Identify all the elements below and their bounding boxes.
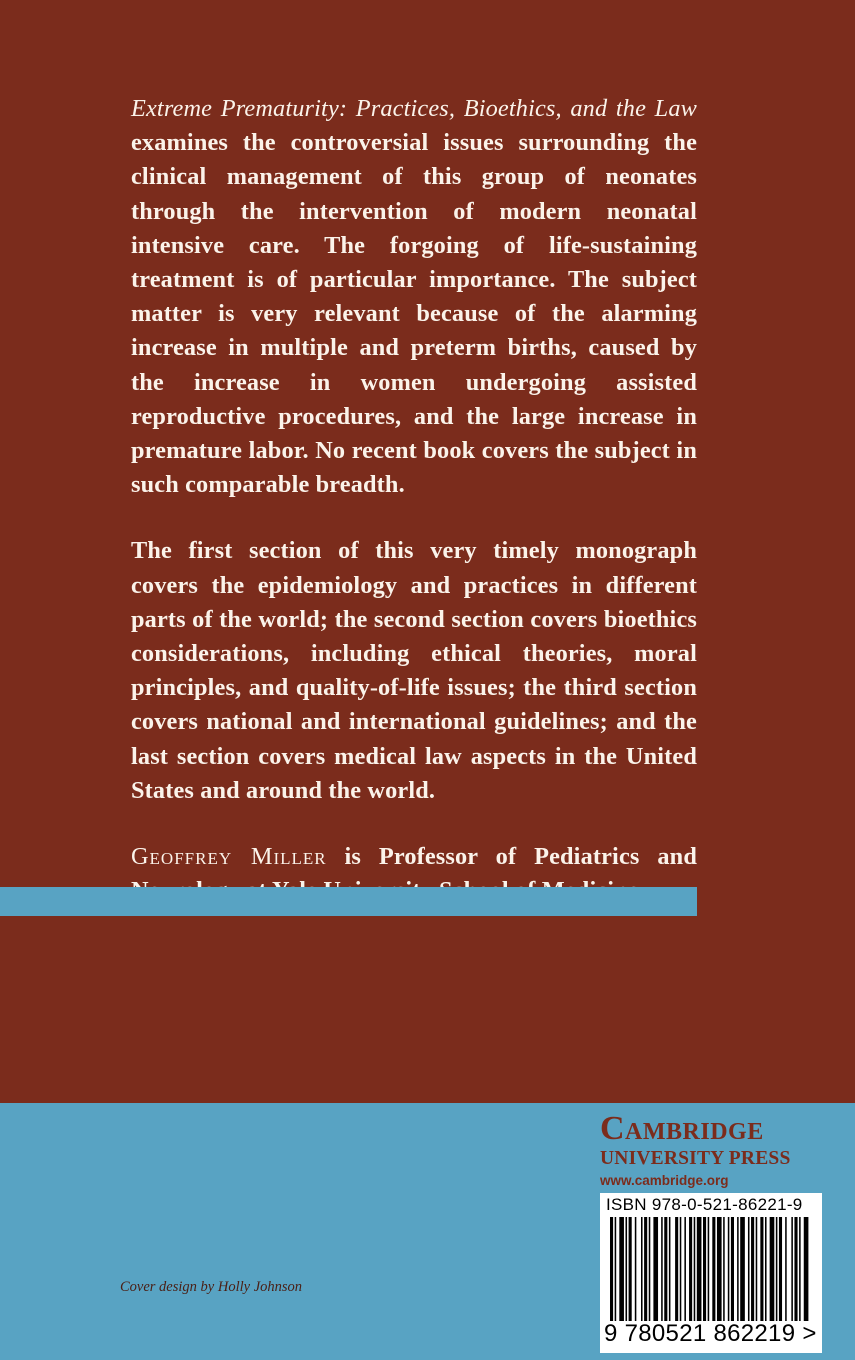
barcode-bar — [664, 1217, 667, 1321]
barcode-bar — [680, 1217, 682, 1321]
barcode-bar — [669, 1217, 671, 1321]
barcode-bar — [791, 1217, 793, 1321]
barcode-bar — [626, 1217, 628, 1321]
barcode-bar — [723, 1217, 725, 1321]
barcode-bar — [619, 1217, 624, 1321]
barcode-bar — [728, 1217, 730, 1321]
barcode-bar — [641, 1217, 643, 1321]
barcode-bar — [770, 1217, 775, 1321]
publisher-name: Cambridge — [600, 1110, 764, 1147]
barcode-bar — [799, 1217, 801, 1321]
barcode-bar — [694, 1217, 696, 1321]
barcode-bar — [737, 1217, 739, 1321]
cover-credit: Cover design by Holly Johnson — [120, 1279, 303, 1295]
blurb-paragraph-2: The first section of this very timely monograph covers the epidemiology and practices in different parts of the world; the second section covers bioethics considerations, including ethical theories, moral principles, and quality-of-life issues; the third section covers national and international guidelines; and the last section covers medical law aspects in the United States and around the world. — [131, 537, 697, 804]
book-title: Extreme Prematurity: Practices, Bioethics, and the Law — [131, 95, 697, 122]
author-name: Geoffrey Miller — [131, 843, 327, 871]
barcode-bar — [653, 1217, 658, 1321]
blurb-text-1: examines the controversial issues surrounding the clinical management of this group of neonates through the intervention of modern neonatal intensive care. The forgoing of life-sustaining treatment is of particular importance. The subject matter is very relevant because of the alarming increase in multiple and preterm births, caused by the increase in women undergoing assisted reproductive procedures, and the large increase in premature labor. No recent book covers the subject in such comparable breadth. — [131, 129, 697, 499]
barcode-bar — [615, 1217, 617, 1321]
barcode-digits: 9 780521 862219 > — [604, 1320, 817, 1347]
barcode-bar — [731, 1217, 734, 1321]
barcode-bar — [785, 1217, 787, 1321]
blurb-paragraph-1 — [131, 92, 697, 502]
barcode-bar — [756, 1217, 758, 1321]
barcode-bar — [751, 1217, 754, 1321]
barcode-bar — [629, 1217, 632, 1321]
barcode-bar — [635, 1217, 637, 1321]
barcode-bar — [684, 1217, 686, 1321]
barcode-bar — [804, 1217, 809, 1321]
barcode-bar — [649, 1217, 651, 1321]
barcode-bar — [712, 1217, 715, 1321]
barcode-bar — [748, 1217, 750, 1321]
publisher-subtitle: UNIVERSITY PRESS — [600, 1148, 791, 1169]
publisher-url: www.cambridge.org — [600, 1173, 729, 1188]
back-cover-blurb — [131, 92, 697, 908]
barcode-bar — [689, 1217, 692, 1321]
barcode-bar — [760, 1217, 763, 1321]
barcode-bar — [703, 1217, 706, 1321]
barcode-bar — [697, 1217, 702, 1321]
author-bio: is Professor of Pediatrics and — [344, 843, 697, 871]
barcode-bar — [779, 1217, 782, 1321]
barcode-bar — [661, 1217, 663, 1321]
barcode-bar — [717, 1217, 722, 1321]
publisher-logo — [600, 1110, 822, 1192]
barcode-bar — [794, 1217, 797, 1321]
barcode-bar — [610, 1217, 613, 1321]
barcode-bar — [708, 1217, 710, 1321]
decorative-stripe — [0, 887, 697, 916]
barcode-bar — [765, 1217, 767, 1321]
barcode-panel — [600, 1193, 822, 1353]
barcode-bar — [740, 1217, 745, 1321]
barcode-bar — [644, 1217, 647, 1321]
isbn-label: ISBN 978-0-521-86221-9 — [606, 1195, 803, 1214]
barcode-bar — [675, 1217, 678, 1321]
barcode-icon — [606, 1217, 816, 1321]
barcode-bar — [776, 1217, 778, 1321]
